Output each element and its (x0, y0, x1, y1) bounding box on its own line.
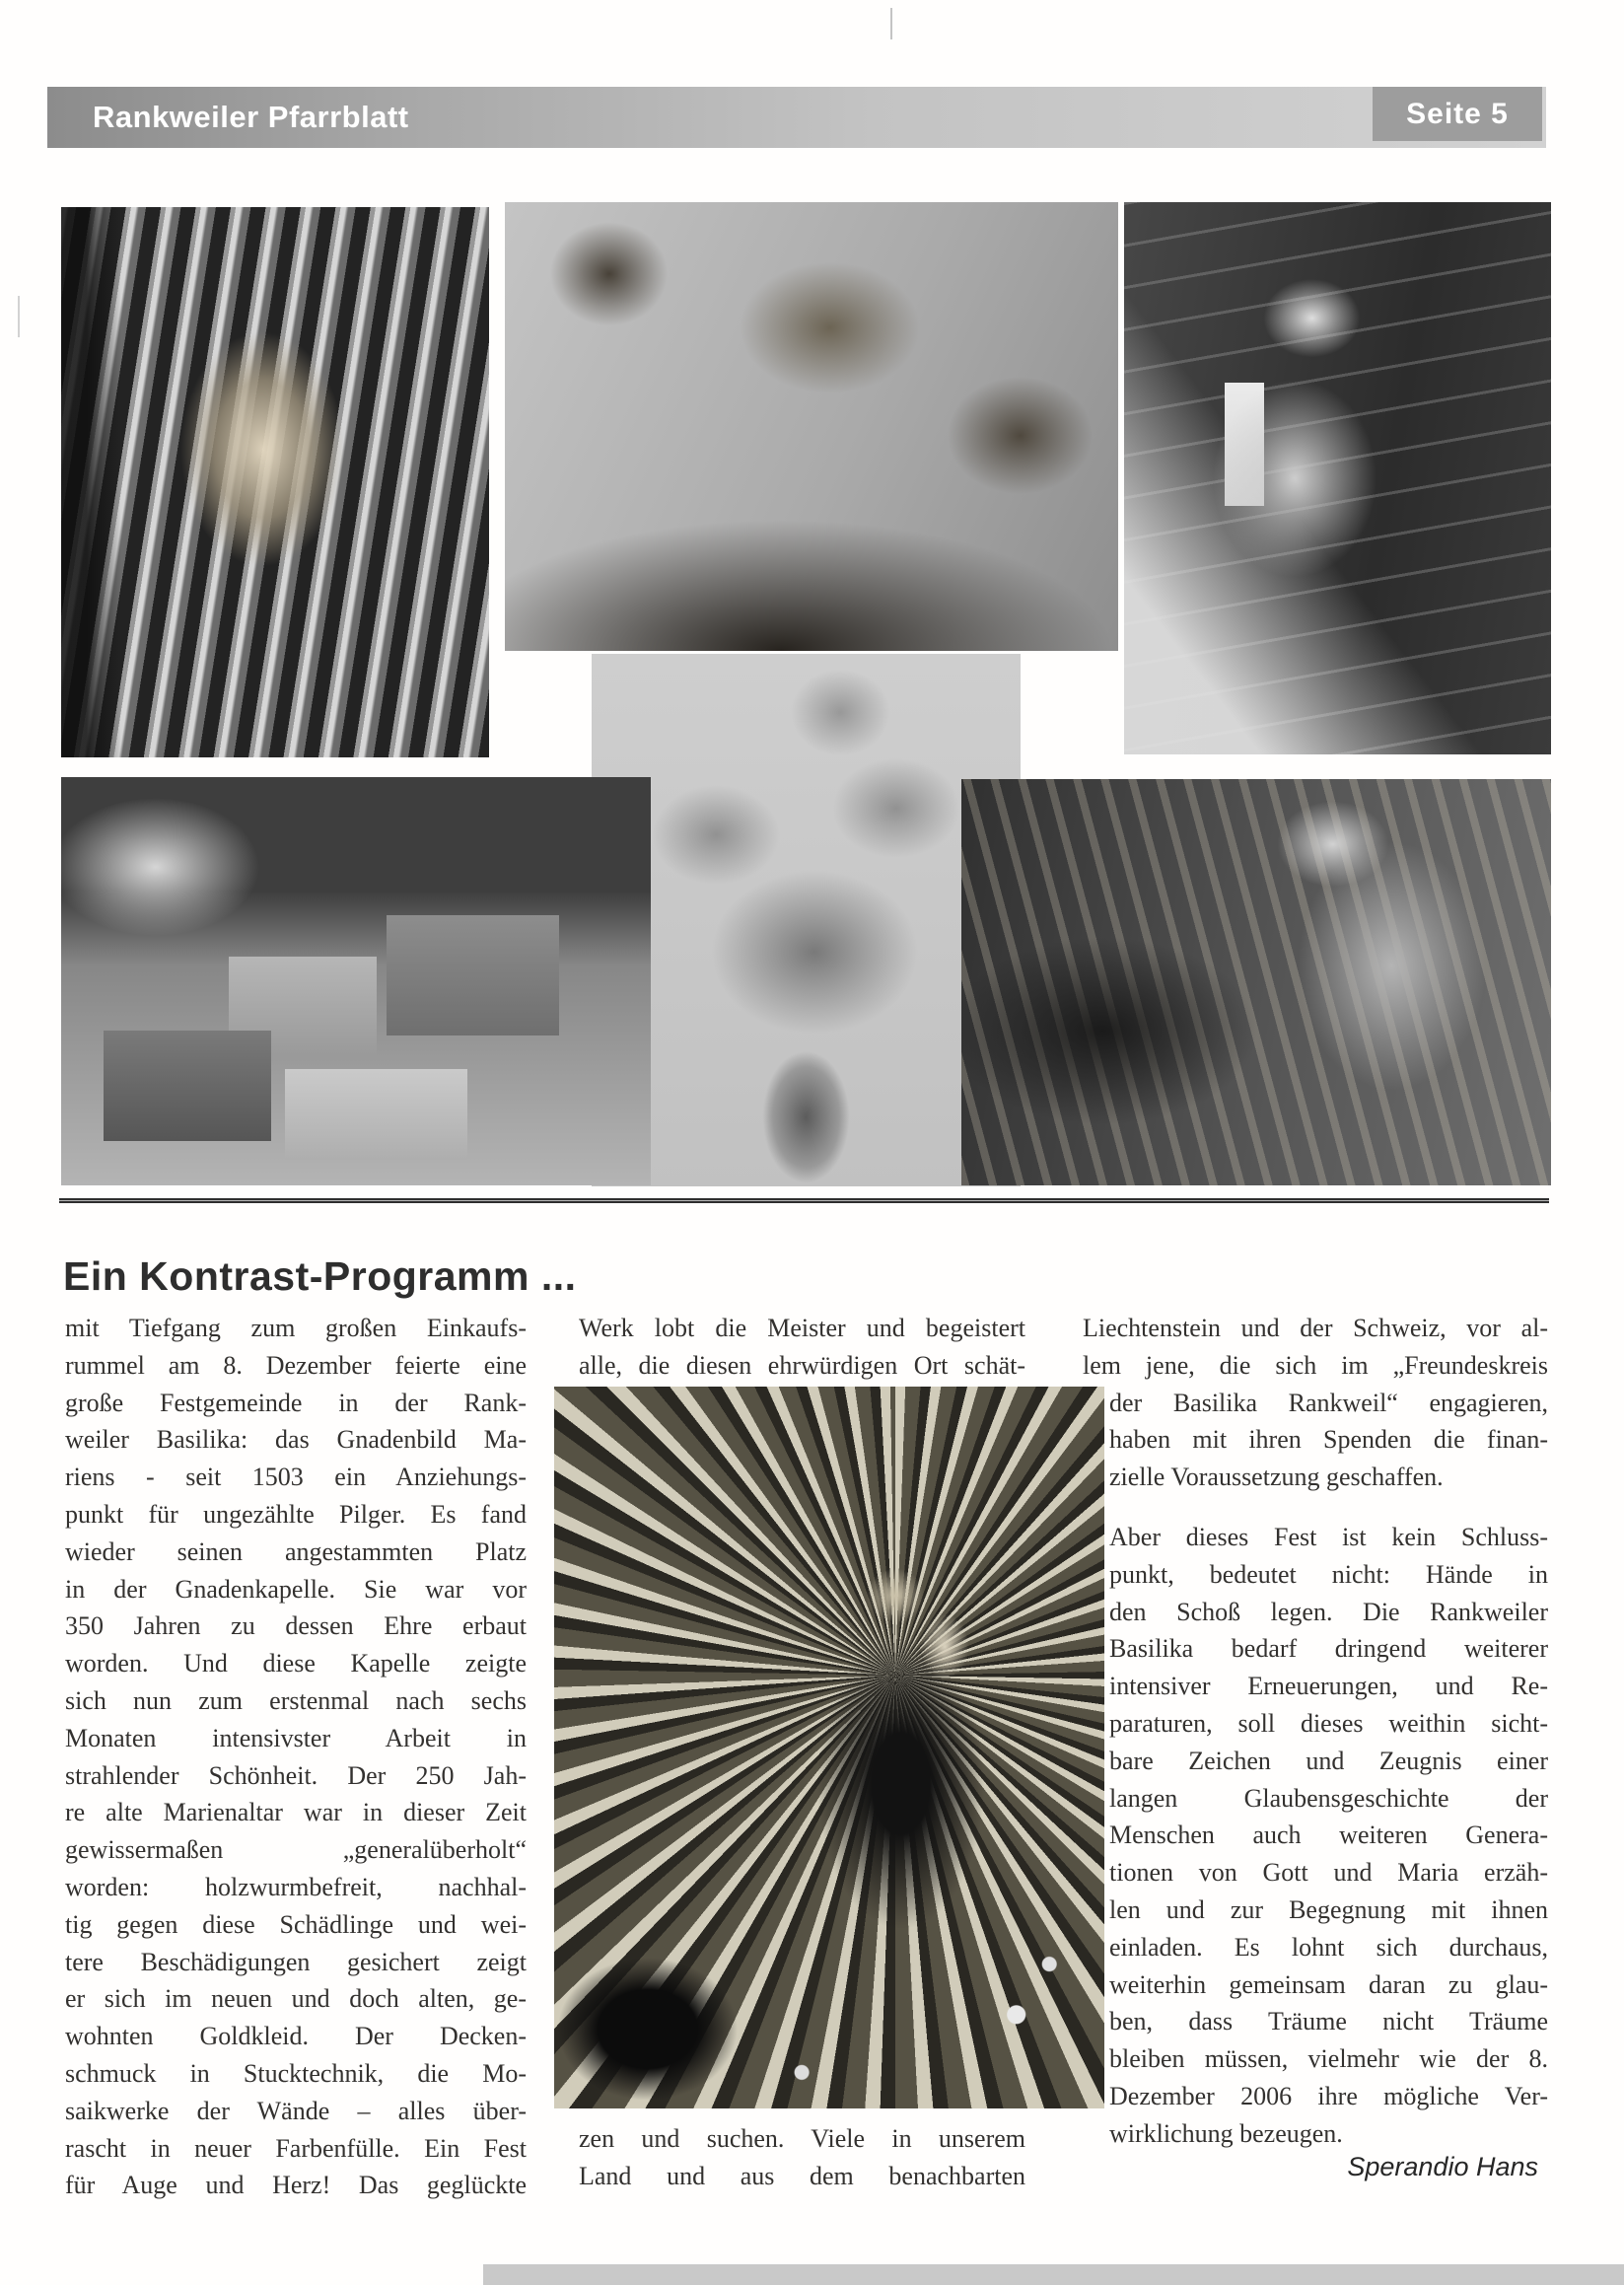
text-line: Dezember 2006 ihre mögliche Ver- (1109, 2081, 1548, 2110)
photo-madonna-altar (554, 1387, 1104, 2108)
text-line: Monaten intensivster Arbeit in (65, 1723, 527, 1752)
text-line: tere Beschädigungen gesichert zeigt (65, 1947, 527, 1976)
text-line: rummel am 8. Dezember feierte eine (65, 1350, 527, 1380)
article-column-1 (65, 1310, 527, 2204)
page-number-label: Seite 5 (1406, 97, 1509, 130)
text-line: 350 Jahren zu dessen Ehre erbaut (65, 1611, 527, 1641)
text-line: wieder seinen angestammten Platz (65, 1536, 527, 1566)
text-line: zen und suchen. Viele in unserem (579, 2124, 1025, 2153)
photo-gilded-carving-putti (505, 202, 1118, 651)
text-line: re alte Marienaltar war in dieser Zeit (65, 1798, 527, 1827)
text-line: einladen. Es lohnt sich durchaus, (1109, 1932, 1548, 1962)
text-line: haben mit ihren Spenden die finan- (1109, 1425, 1548, 1455)
text-line: wirklichung bezeugen. (1109, 2118, 1343, 2148)
text-line: len und zur Begegnung mit ihnen (1109, 1894, 1548, 1924)
scan-artifact (890, 8, 892, 39)
text-line: worden. Und diese Kapelle zeigte (65, 1649, 527, 1678)
text-line: tig gegen diese Schädlinge und wei- (65, 1909, 527, 1939)
text-line: lem jene, die sich im „Freundeskreis (1083, 1350, 1548, 1380)
page-header-bar (47, 87, 1546, 148)
text-line: der Basilika Rankweil“ engagieren, (1109, 1388, 1548, 1417)
text-line: strahlender Schönheit. Der 250 Jah- (65, 1760, 527, 1790)
text-line: Liechtenstein und der Schweiz, vor al- (1083, 1314, 1548, 1342)
text-line: punkt für ungezählte Pilger. Es fand (65, 1499, 527, 1529)
text-line: Land und aus dem benachbarten (579, 2161, 1025, 2190)
bottom-gray-strip (483, 2264, 1624, 2285)
text-line: tionen von Gott und Maria erzäh- (1109, 1858, 1548, 1888)
photo-organ-pipes-angel (61, 207, 489, 757)
article-byline: Sperandio Hans (1347, 2152, 1538, 2181)
text-line: ben, dass Träume nicht Träume (1109, 2007, 1548, 2036)
photo-restorer-woman (1124, 202, 1551, 754)
text-line: punkt, bedeutet nicht: Hände in (1109, 1559, 1548, 1589)
photo-stucco-flower-ornament (592, 654, 1021, 1186)
newsletter-title: Rankweiler Pfarrblatt (93, 100, 409, 134)
article-column-3-paragraph-1 (1083, 1310, 1548, 1496)
text-line: gewissermaßen „generalüberholt“ (65, 1835, 527, 1865)
text-line: weiler Basilika: das Gnadenbild Ma- (65, 1425, 527, 1455)
text-line: in der Gnadenkapelle. Sie war vor (65, 1574, 527, 1604)
article-column-2-top (579, 1310, 1025, 1385)
text-line: zielle Voraussetzung geschaffen. (1109, 1463, 1444, 1492)
scan-artifact (18, 296, 20, 337)
text-line: für Auge und Herz! Das geglückte (65, 2171, 527, 2200)
text-line: paraturen, soll dieses weithin sicht- (1109, 1708, 1548, 1738)
text-line: weiterhin gemeinsam daran zu glau- (1109, 1969, 1548, 1999)
text-line: schmuck in Stucktechnik, die Mo- (65, 2058, 527, 2088)
text-line: er sich im neuen und doch alten, ge- (65, 1984, 527, 2014)
text-line: saikwerke der Wände – alles über- (65, 2096, 527, 2125)
page-number-block (1373, 87, 1542, 141)
text-line: Menschen auch weiteren Genera- (1109, 1821, 1548, 1850)
text-line: riens - seit 1503 ein Anziehungs- (65, 1463, 527, 1492)
photo-baskets-with-tools (61, 777, 651, 1185)
text-line: Werk lobt die Meister und begeistert (579, 1314, 1025, 1342)
text-line: alle, die diesen ehrwürdigen Ort schät- (579, 1350, 1025, 1380)
text-line: langen Glaubensgeschichte der (1109, 1783, 1548, 1813)
article-column-2-bottom (579, 2120, 1025, 2195)
horizontal-rule (59, 1198, 1549, 1203)
article-column-3-paragraph-2 (1083, 1519, 1548, 2153)
article-headline: Ein Kontrast-Programm ... (63, 1253, 577, 1300)
text-line: wohnten Goldkleid. Der Decken- (65, 2022, 527, 2051)
text-line: bleiben müssen, vielmehr wie der 8. (1109, 2044, 1548, 2074)
text-line: große Festgemeinde in der Rank- (65, 1388, 527, 1417)
text-line: intensiver Erneuerungen, und Re- (1109, 1672, 1548, 1701)
text-line: bare Zeichen und Zeugnis einer (1109, 1746, 1548, 1775)
photo-restorer-man-at-altar (961, 779, 1551, 1185)
text-line: den Schoß legen. Die Rankweiler (1109, 1597, 1548, 1626)
text-line: Basilika bedarf dringend weiterer (1109, 1634, 1548, 1664)
text-line: mit Tiefgang zum großen Einkaufs- (65, 1314, 527, 1342)
text-line: worden: holzwurmbefreit, nachhal- (65, 1872, 527, 1901)
text-line: rascht in neuer Farbenfülle. Ein Fest (65, 2133, 527, 2163)
text-line: sich nun zum erstenmal nach sechs (65, 1685, 527, 1715)
text-line: Aber dieses Fest ist kein Schluss- (1109, 1523, 1548, 1551)
